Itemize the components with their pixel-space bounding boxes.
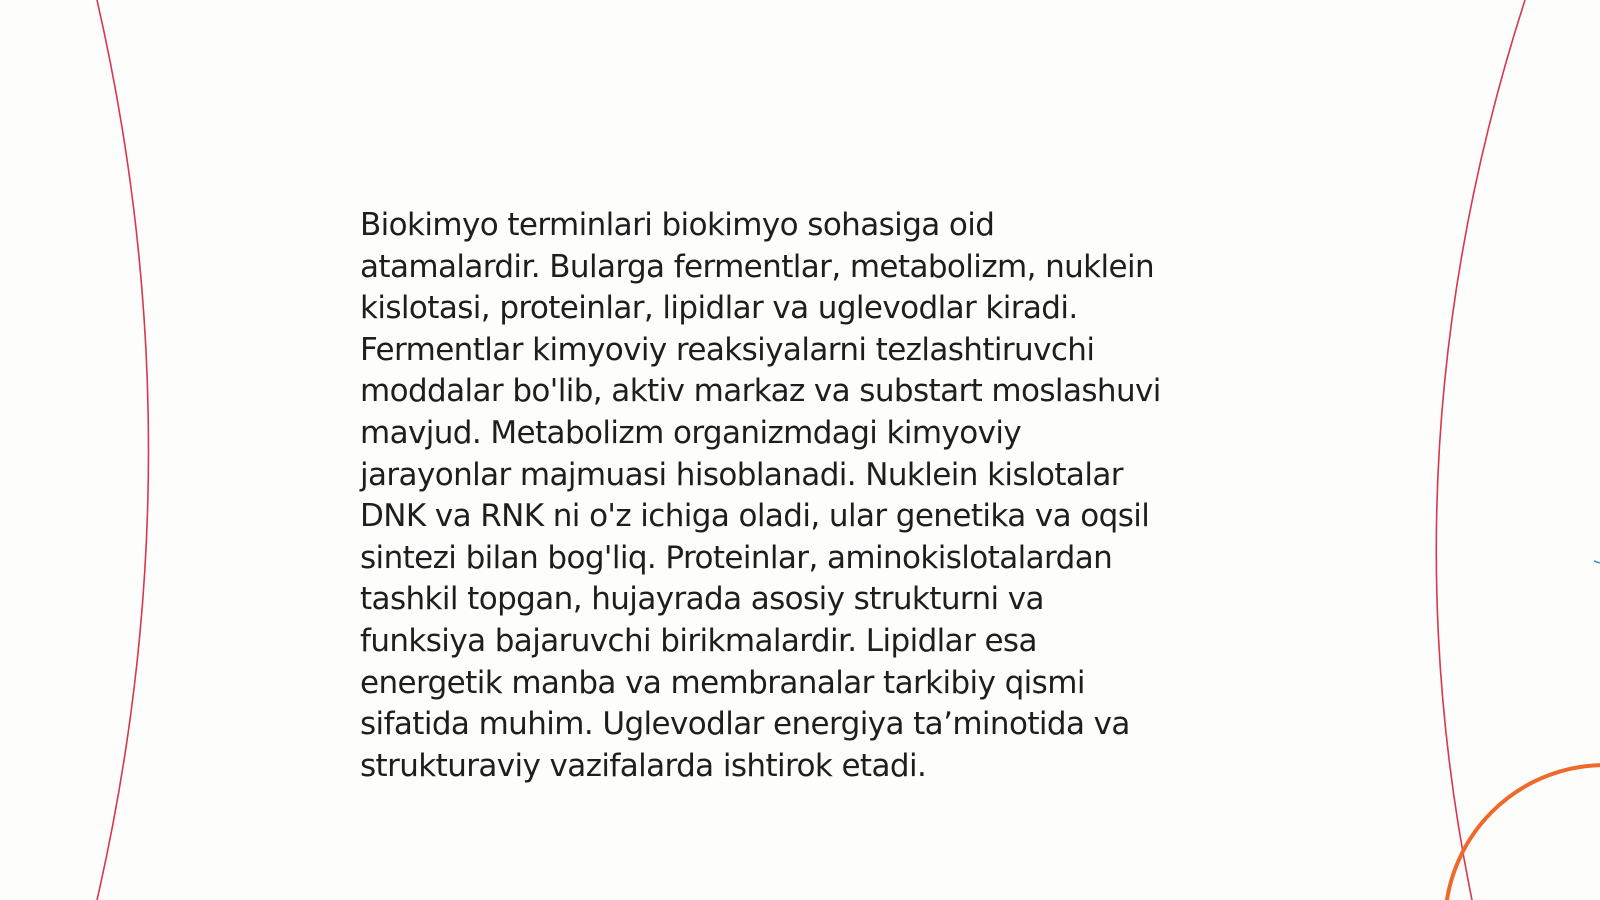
right-arc-line — [1436, 0, 1525, 900]
blue-tick-mark — [1594, 561, 1600, 563]
left-arc-line — [97, 0, 149, 900]
body-paragraph: Biokimyo terminlari biokimyo sohasiga oid atamalardir. Bularga fermentlar, metabolizm, nuklein kislotasi, proteinlar, lipidlar va uglevodlar kiradi. Fermentlar kimyoviy reaksiyalarni tezlashtiruvchi moddalar bo'lib, aktiv markaz va substart moslashuvi mavjud. Metabolizm organizmdagi kimyoviy jarayonlar majmuasi hisoblanadi. Nuklein kislotalar DNK va RNK ni o'z ichiga oladi, ular genetika va oqsil sintezi bilan bog'liq. Proteinlar, aminokislotalardan tashkil topgan, hujayrada asosiy strukturni va funksiya bajaruvchi birikmalardir. Lipidlar esa energetik manba va membranalar tarkibiy qismi sifatida muhim. Uglevodlar energiya ta’minotida va strukturaviy vazifalarda ishtirok etadi. — [360, 207, 1161, 784]
